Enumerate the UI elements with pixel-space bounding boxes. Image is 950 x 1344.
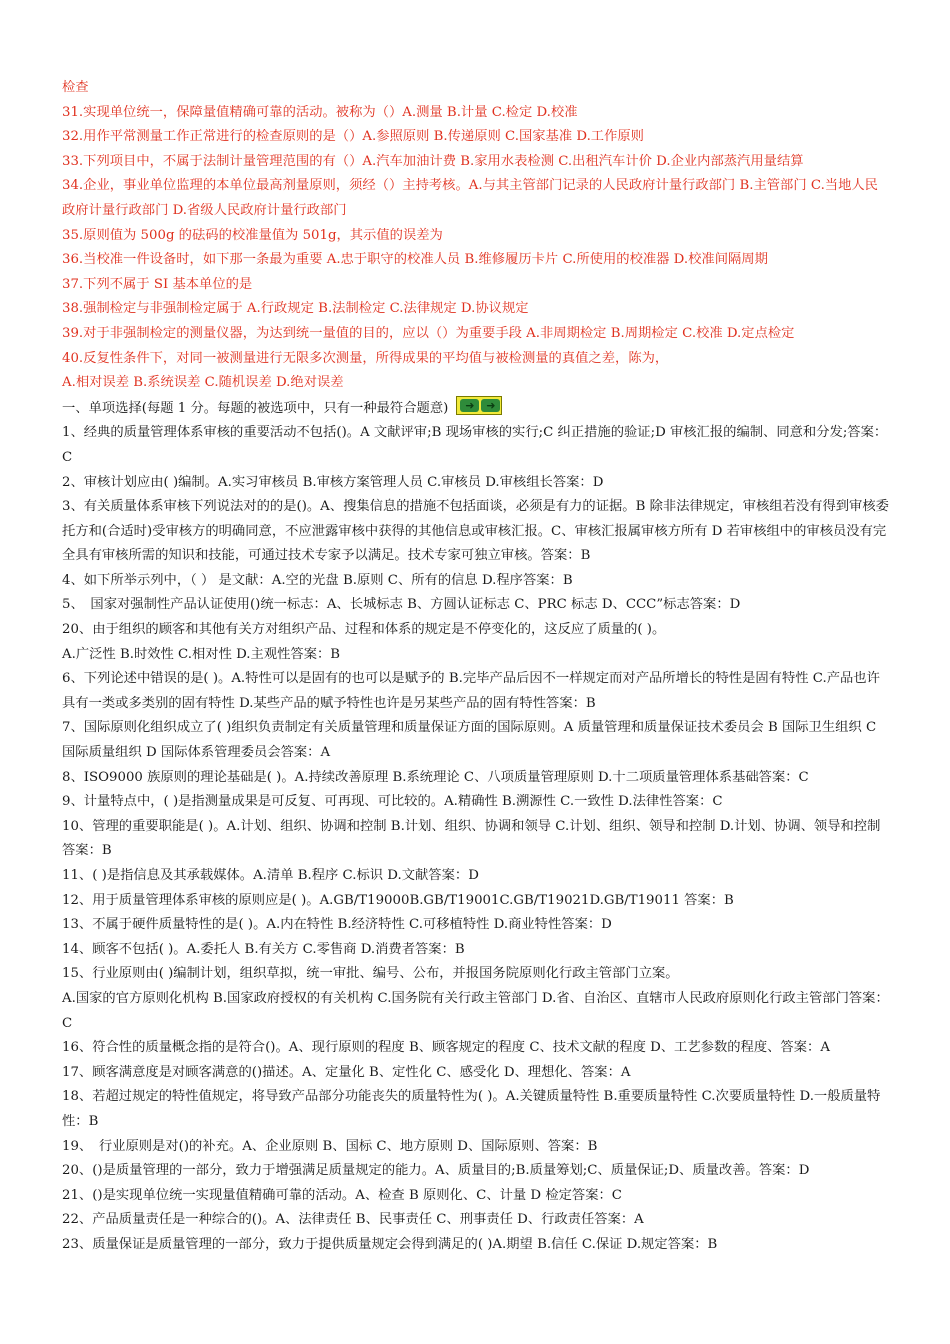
- red-line: A.相对误差 B.系统误差 C.随机误差 D.绝对误差: [62, 375, 344, 391]
- red-line: 36.当校准一件设备时，如下那一条最为重要 A.忠于职守的校准人员 B.维修履历卡片 C.所使用的校准器 D.校准间隔周期: [62, 252, 768, 268]
- question-item: 4、如下所举示列中，（ ） 是文献：A.空的光盘 B.原则 C、所有的信息 D.程序答案：B: [62, 572, 573, 588]
- question-item: 5、 国家对强制性产品认证使用()统一标志：A、长城标志 B、方圆认证标志 C、PRC 标志 D、CCC”标志答案：D: [62, 597, 741, 613]
- question-list: [62, 421, 890, 1257]
- red-line: 40.反复性条件下，对同一被测量进行无限多次测量，所得成果的平均值与被检测量的真值之差，陈为，: [62, 350, 669, 366]
- red-question-block: [62, 76, 890, 396]
- question-item: 19、 行业原则是对()的补充。A、企业原则 B、国标 C、地方原则 D、国际原则、答案：B: [62, 1138, 598, 1154]
- question-item: 18、若超过规定的特性值规定，将导致产品部分功能丧失的质量特性为( )。A.关键质量特性 B.重要质量特性 C.次要质量特性 D.一般质量特性：B: [62, 1089, 881, 1129]
- question-item: 1、经典的质量管理体系审核的重要活动不包括()。A 文献评审;B 现场审核的实行;C 纠正措施的验证;D 审核汇报的编制、同意和分发;答案：C: [62, 425, 888, 465]
- question-item: 22、产品质量责任是一种综合的()。A、法律责任 B、民事责任 C、刑事责任 D、行政责任答案：A: [62, 1212, 644, 1228]
- question-item: A.广泛性 B.时效性 C.相对性 D.主观性答案：B: [62, 646, 341, 662]
- red-line: 34.企业，事业单位监理的本单位最高剂量原则，须经（）主持考核。A.与其主管部门记录的人民政府计量行政部门 B.主管部门 C.当地人民政府计量行政部门 D.省级人民政府计量行政部门: [62, 178, 878, 218]
- question-item: 20、()是质量管理的一部分，致力于增强满足质量规定的能力。A、质量目的;B.质量筹划;C、质量保证;D、质量改善。答案：D: [62, 1163, 810, 1179]
- arrow-right-icon: ➜: [481, 399, 500, 412]
- section-heading-text: 一、单项选择(每题 1 分。每题的被选项中，只有一种最符合题意): [62, 400, 449, 416]
- question-item: A.国家的官方原则化机构 B.国家政府授权的有关机构 C.国务院有关行政主管部门 D.省、自治区、直辖市人民政府原则化行政主管部门答案：C: [62, 990, 889, 1031]
- red-line: 33.下列项目中，不属于法制计量管理范围的有（）A.汽车加油计费 B.家用水表检测 C.出租汽车计价 D.企业内部蒸汽用量结算: [62, 153, 804, 169]
- question-item: 6、下列论述中错误的是( )。A.特性可以是固有的也可以是赋予的 B.完毕产品后因不一样规定而对产品所增长的特性是固有特性 C.产品也许具有一类或多类别的固有特性 D.某些产品的赋予特性也许是另某些产品的固有特性答案：B: [62, 671, 880, 711]
- question-item: 10、管理的重要职能是( )。A.计划、组织、协调和控制 B.计划、组织、协调和领导 C.计划、组织、领导和控制 D.计划、协调、领导和控制答案：B: [62, 818, 881, 859]
- red-line: 检查: [62, 80, 89, 95]
- question-item: 16、符合性的质量概念指的是符合()。A、现行原则的程度 B、顾客规定的程度 C、技术文献的程度 D、工艺参数的程度、答案：A: [62, 1040, 830, 1056]
- question-item: 9、计量特点中，( )是指测量成果是可反复、可再现、可比较的。A.精确性 B.溯源性 C.一致性 D.法律性答案：C: [62, 794, 723, 810]
- red-line: 37.下列不属于 SI 基本单位的是: [62, 276, 253, 292]
- question-item: 7、国际原则化组织成立了( )组织负责制定有关质量管理和质量保证方面的国际原则。A 质量管理和质量保证技术委员会 B 国际卫生组织 C 国际质量组织 D 国际体系管理委员会答案：A: [62, 720, 877, 761]
- section-heading: [62, 396, 890, 422]
- question-item: 3、有关质量体系审核下列说法对的的是()。A、搜集信息的措施不包括面谈，必须是有力的证据。B 除非法律规定，审核组若没有得到审核委托方和(合适时)受审核方的明确同意，不应泄露审核中获得的其他信息或审核汇报。C、审核汇报属审核方所有 D 若审核组中的审核员没有完全具有审核所需的知识和技能，可通过技术专家予以满足。技术专家可独立审核。答案：B: [62, 499, 889, 564]
- question-item: 11、( )是指信息及其承载媒体。A.清单 B.程序 C.标识 D.文献答案：D: [62, 868, 479, 883]
- question-item: 14、顾客不包括( )。A.委托人 B.有关方 C.零售商 D.消费者答案：B: [62, 941, 465, 957]
- question-item: 2、审核计划应由( )编制。A.实习审核员 B.审核方案管理人员 C.审核员 D.审核组长答案：D: [62, 474, 604, 490]
- nav-arrows-button[interactable]: [456, 396, 502, 415]
- red-line: 39.对于非强制检定的测量仪器，为达到统一量值的目的，应以（）为重要手段 A.非周期检定 B.周期检定 C.校准 D.定点检定: [62, 325, 795, 341]
- question-item: 13、不属于硬件质量特性的是( )。A.内在特性 B.经济特性 C.可移植特性 D.商业特性答案：D: [62, 917, 612, 933]
- red-line: 31.实现单位统一，保障量值精确可靠的活动。被称为（）A.测量 B.计量 C.检定 D.校准: [62, 104, 578, 120]
- red-line: 32.用作平常测量工作正常进行的检查原则的是（）A.参照原则 B.传递原则 C.国家基准 D.工作原则: [62, 129, 644, 145]
- question-item: 23、质量保证是质量管理的一部分，致力于提供质量规定会得到满足的( )A.期望 B.信任 C.保证 D.规定答案：B: [62, 1236, 718, 1252]
- question-item: 8、ISO9000 族原则的理论基础是( )。A.持续改善原理 B.系统理论 C、八项质量管理原则 D.十二项质量管理体系基础答案：C: [62, 769, 809, 785]
- question-item: 17、顾客满意度是对顾客满意的()描述。A、定量化 B、定性化 C、感受化 D、理想化、答案：A: [62, 1064, 631, 1080]
- red-line: 38.强制检定与非强制检定属于 A.行政规定 B.法制检定 C.法律规定 D.协议规定: [62, 301, 529, 317]
- question-item: 20、由于组织的顾客和其他有关方对组织产品、过程和体系的规定是不停变化的，这反应了质量的( )。: [62, 622, 666, 638]
- red-line: 35.原则值为 500g 的砝码的校准量值为 501g，其示值的误差为: [62, 227, 443, 243]
- question-item: 21、()是实现单位统一实现量值精确可靠的活动。A、检查 B 原则化、C、计量 D 检定答案：C: [62, 1187, 622, 1203]
- question-item: 12、用于质量管理体系审核的原则应是( )。A.GB/T19000B.GB/T19001C.GB/T19021D.GB/T19011 答案：B: [62, 892, 734, 908]
- question-item: 15、行业原则由( )编制计划，组织草拟，统一审批、编号、公布，并报国务院原则化行政主管部门立案。: [62, 966, 679, 982]
- arrow-right-icon: ➜: [460, 399, 479, 412]
- document-body: [62, 76, 890, 1258]
